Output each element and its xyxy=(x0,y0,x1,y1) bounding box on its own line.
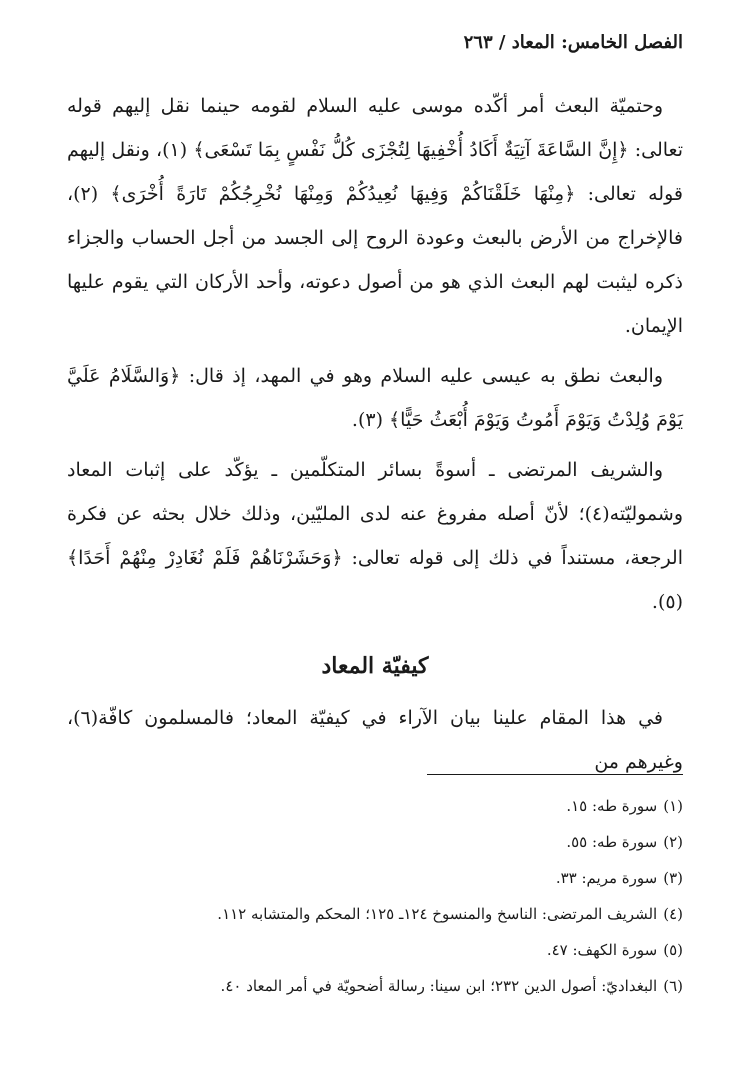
footnote-1 xyxy=(67,788,683,824)
footnote-text: سورة طه: ٥٥. xyxy=(566,833,658,851)
paragraph-how-resurrection: في هذا المقام علينا بيان الآراء في كيفيّة المعاد؛ فالمسلمون كافّة(٦)، وغيرهم من xyxy=(67,707,683,773)
section-title: كيفيّة المعاد xyxy=(321,653,429,679)
paragraph-jesus-resurrection: والبعث نطق به عيسى عليه السلام وهو في المهد، إذ قال: ﴿وَالسَّلَامُ عَلَيَّ يَوْمَ وُلِدْتُ وَيَوْمَ أَمُوتُ وَيَوْمَ أُبْعَثُ حَيًّا﴾ (٣). xyxy=(67,365,683,431)
paragraph-sharif-murtada: والشريف المرتضى ـ أسوةً بسائر المتكلّمين ـ يؤكّد على إثبات المعاد وشموليّته(٤)؛ لأنّ أصله مفروغ عنه لدى المليّين، وذلك خلال بحثه عن فكرة الرجعة، مستنداً في ذلك إلى قوله تعالى: ﴿وَحَشَرْنَاهُمْ فَلَمْ نُغَادِرْ مِنْهُمْ أَحَدًا﴾ (٥). xyxy=(67,459,683,613)
footnote-5 xyxy=(67,932,683,968)
footnote-number: (٥) xyxy=(663,941,683,959)
footnote-4 xyxy=(67,896,683,932)
footnote-number: (٣) xyxy=(663,869,683,887)
footnote-3 xyxy=(67,860,683,896)
footnote-number: (٦) xyxy=(663,977,683,995)
footnote-text: سورة طه: ١٥. xyxy=(566,797,658,815)
footnote-text: الشريف المرتضى: الناسخ والمنسوخ ١٢٤ـ ١٢٥؛ المحكم والمتشابه ١١٢. xyxy=(217,905,658,923)
footnotes xyxy=(67,788,683,1004)
paragraph-moses-resurrection: وحتميّة البعث أمر أكّده موسى عليه السلام لقومه حينما نقل إليهم قوله تعالى: ﴿إِنَّ السَّاعَةَ آتِيَةٌ أَكَادُ أُخْفِيهَا لِتُجْزَى كُلُّ نَفْسٍ بِمَا تَسْعَى﴾ (١)، ونقل إليهم قوله تعالى: ﴿مِنْهَا خَلَقْنَاكُمْ وَفِيهَا نُعِيدُكُمْ وَمِنْهَا نُخْرِجُكُمْ تَارَةً أُخْرَى﴾ (٢)، فالإخراج من الأرض بالبعث وعودة الروح إلى الجسد من أجل الحساب والجزاء ذكره ليثبت لهم البعث الذي هو من أصول دعوته، وأحد الأركان التي يقوم عليها الإيمان. xyxy=(67,95,683,337)
footnote-text: البغداديّ: أصول الدين ٢٣٢؛ ابن سينا: رسالة أضحويّة في أمر المعاد ٤٠. xyxy=(220,977,658,995)
footnote-text: سورة الكهف: ٤٧. xyxy=(546,941,658,959)
footnote-number: (١) xyxy=(663,797,683,815)
running-header: الفصل الخامس: المعاد / ٢٦٣ xyxy=(463,32,683,53)
footnote-separator xyxy=(427,774,683,775)
footnote-text: سورة مريم: ٣٣. xyxy=(555,869,658,887)
footnote-6 xyxy=(67,968,683,1004)
main-text xyxy=(67,84,683,784)
footnote-number: (٢) xyxy=(663,833,683,851)
footnote-number: (٤) xyxy=(663,905,683,923)
footnote-2 xyxy=(67,824,683,860)
